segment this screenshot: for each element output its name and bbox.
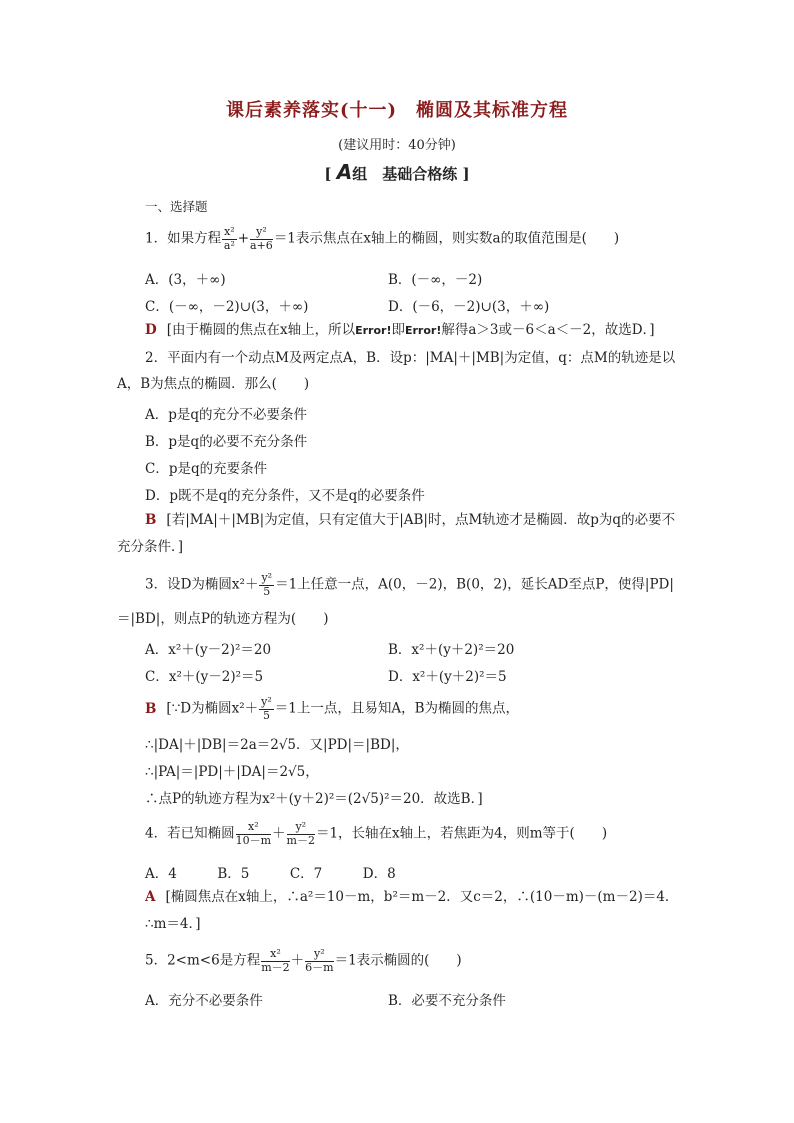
q3-stem-line2: ＝|BD|，则点P的轨迹方程为( ): [117, 611, 329, 627]
page-title: 课后素养落实(十一) 椭圆及其标准方程: [225, 100, 569, 121]
q3-fraction: $\frac{\text{y²}}{5}$: [261, 571, 273, 598]
q4-options: A．4 B．5 C．7 D．8: [145, 866, 396, 882]
q1-option-d: D．(－6，－2)∪(3，＋∞): [388, 299, 550, 315]
q3-option-b: B．x²＋(y＋2)²＝20: [388, 642, 515, 658]
q1-solution: D [由于椭圆的焦点在x轴上，所以Error!即Error!解得a＞3或－6＜a＜－2，故选D．]: [145, 322, 655, 338]
group-label: 组 基础合格练: [352, 165, 458, 183]
group-letter: A: [336, 160, 353, 184]
q3-stem-line1: 3．设D为椭圆x²＋ $\frac{\text{y²}}{5}$ ＝1上任意一点，A(0，－2)，B(0，2)，延长AD至点P，使得|PD|: [145, 571, 674, 598]
q3-solution-line1: B [∵D为椭圆x²＋ $\frac{\text{y²}}{5}$ ＝1上一点，且易知A，B为椭圆的焦点，: [145, 695, 520, 722]
q5-stem: 5．2<m<6是方程 $\frac{\text{x²}}{m-2}$ ＋ $\frac{\text{y²}}{6-m}$ ＝1表示椭圆的( ): [145, 947, 462, 974]
q3-solution-fraction: $\frac{\text{y²}}{5}$: [261, 695, 272, 722]
q4-answer: A: [145, 889, 156, 905]
q1-option-a: A．(3，＋∞): [145, 272, 226, 288]
q2-solution-line1: B [若|MA|＋|MB|为定值，只有定值大于|AB|时，点M轨迹才是椭圆．故p为q的必要不: [145, 512, 676, 528]
q3-solution-line3: ∴|PA|＝|PD|＋|DA|＝2√5，: [145, 764, 319, 780]
q2-answer: B: [145, 512, 157, 528]
group-bracket-close: ]: [462, 165, 470, 183]
q4-solution-line1: A [椭圆焦点在x轴上，∴a²＝10－m，b²＝m－2．又c＝2，∴(10－m)－(m－2)＝4．: [145, 889, 679, 905]
q1-stem: 1．如果方程 $\frac{\text{x²}}{\text{a²}}$ + $\frac{\text{y²}}{a+6}$ ＝1表示焦点在x轴上的椭圆，则实数a的取值范围是( ): [145, 225, 620, 252]
q1-option-b: B．(－∞，－2): [388, 272, 483, 288]
q5-fraction-2: $\frac{\text{y²}}{6-m}$: [305, 947, 334, 974]
group-heading: [0, 160, 794, 184]
q4-solution-line2: ∴m＝4．]: [145, 916, 201, 932]
q4-fraction-1: $\frac{\text{x²}}{10-m}$: [235, 820, 272, 847]
q3-answer: B: [145, 700, 157, 717]
suggested-time: (建议用时：40分钟): [338, 138, 456, 153]
q1-option-c: C．(－∞，－2)∪(3，＋∞): [145, 299, 309, 315]
q5-option-b: B．必要不充分条件: [388, 993, 506, 1009]
q2-stem-line2: A，B为焦点的椭圆．那么( ): [117, 376, 310, 392]
q1-answer: D: [145, 322, 157, 338]
section-heading: 一、选择题: [145, 199, 208, 214]
q2-solution-line2: 充分条件．]: [117, 539, 184, 555]
q4-fraction-2: $\frac{\text{y²}}{m-2}$: [286, 820, 315, 847]
q3-option-a: A．x²＋(y－2)²＝20: [145, 642, 272, 658]
q5-option-a: A．充分不必要条件: [145, 993, 263, 1009]
q4-stem: 4．若已知椭圆 $\frac{\text{x²}}{10-m}$ ＋ $\frac{\text{y²}}{m-2}$ ＝1，长轴在x轴上，若焦距为4，则m等于( ): [145, 820, 608, 847]
q3-solution-line2: ∴|DA|＋|DB|＝2a＝2√5．又|PD|＝|BD|，: [145, 737, 409, 753]
q5-fraction-1: $\frac{\text{x²}}{m-2}$: [261, 947, 290, 974]
q2-option-c: C．p是q的充要条件: [145, 461, 268, 477]
q3-solution-line4: ∴点P的轨迹方程为x²＋(y＋2)²＝(2√5)²＝20．故选B．]: [145, 791, 483, 807]
q1-fraction-1: $\frac{\text{x²}}{\text{a²}}$: [223, 225, 235, 252]
q1-fraction-2: $\frac{\text{y²}}{a+6}$: [250, 225, 273, 252]
q2-stem-line1: 2．平面内有一个动点M及两定点A，B．设p：|MA|＋|MB|为定值，q：点M的轨迹是以: [145, 350, 676, 366]
q2-option-a: A．p是q的充分不必要条件: [145, 407, 308, 423]
q2-option-b: B．p是q的必要不充分条件: [145, 434, 308, 450]
q3-option-d: D．x²＋(y＋2)²＝5: [388, 669, 507, 685]
q3-option-c: C．x²＋(y－2)²＝5: [145, 669, 264, 685]
group-bracket-open: [: [324, 165, 332, 183]
q2-option-d: D．p既不是q的充分条件，又不是q的必要条件: [145, 488, 425, 504]
